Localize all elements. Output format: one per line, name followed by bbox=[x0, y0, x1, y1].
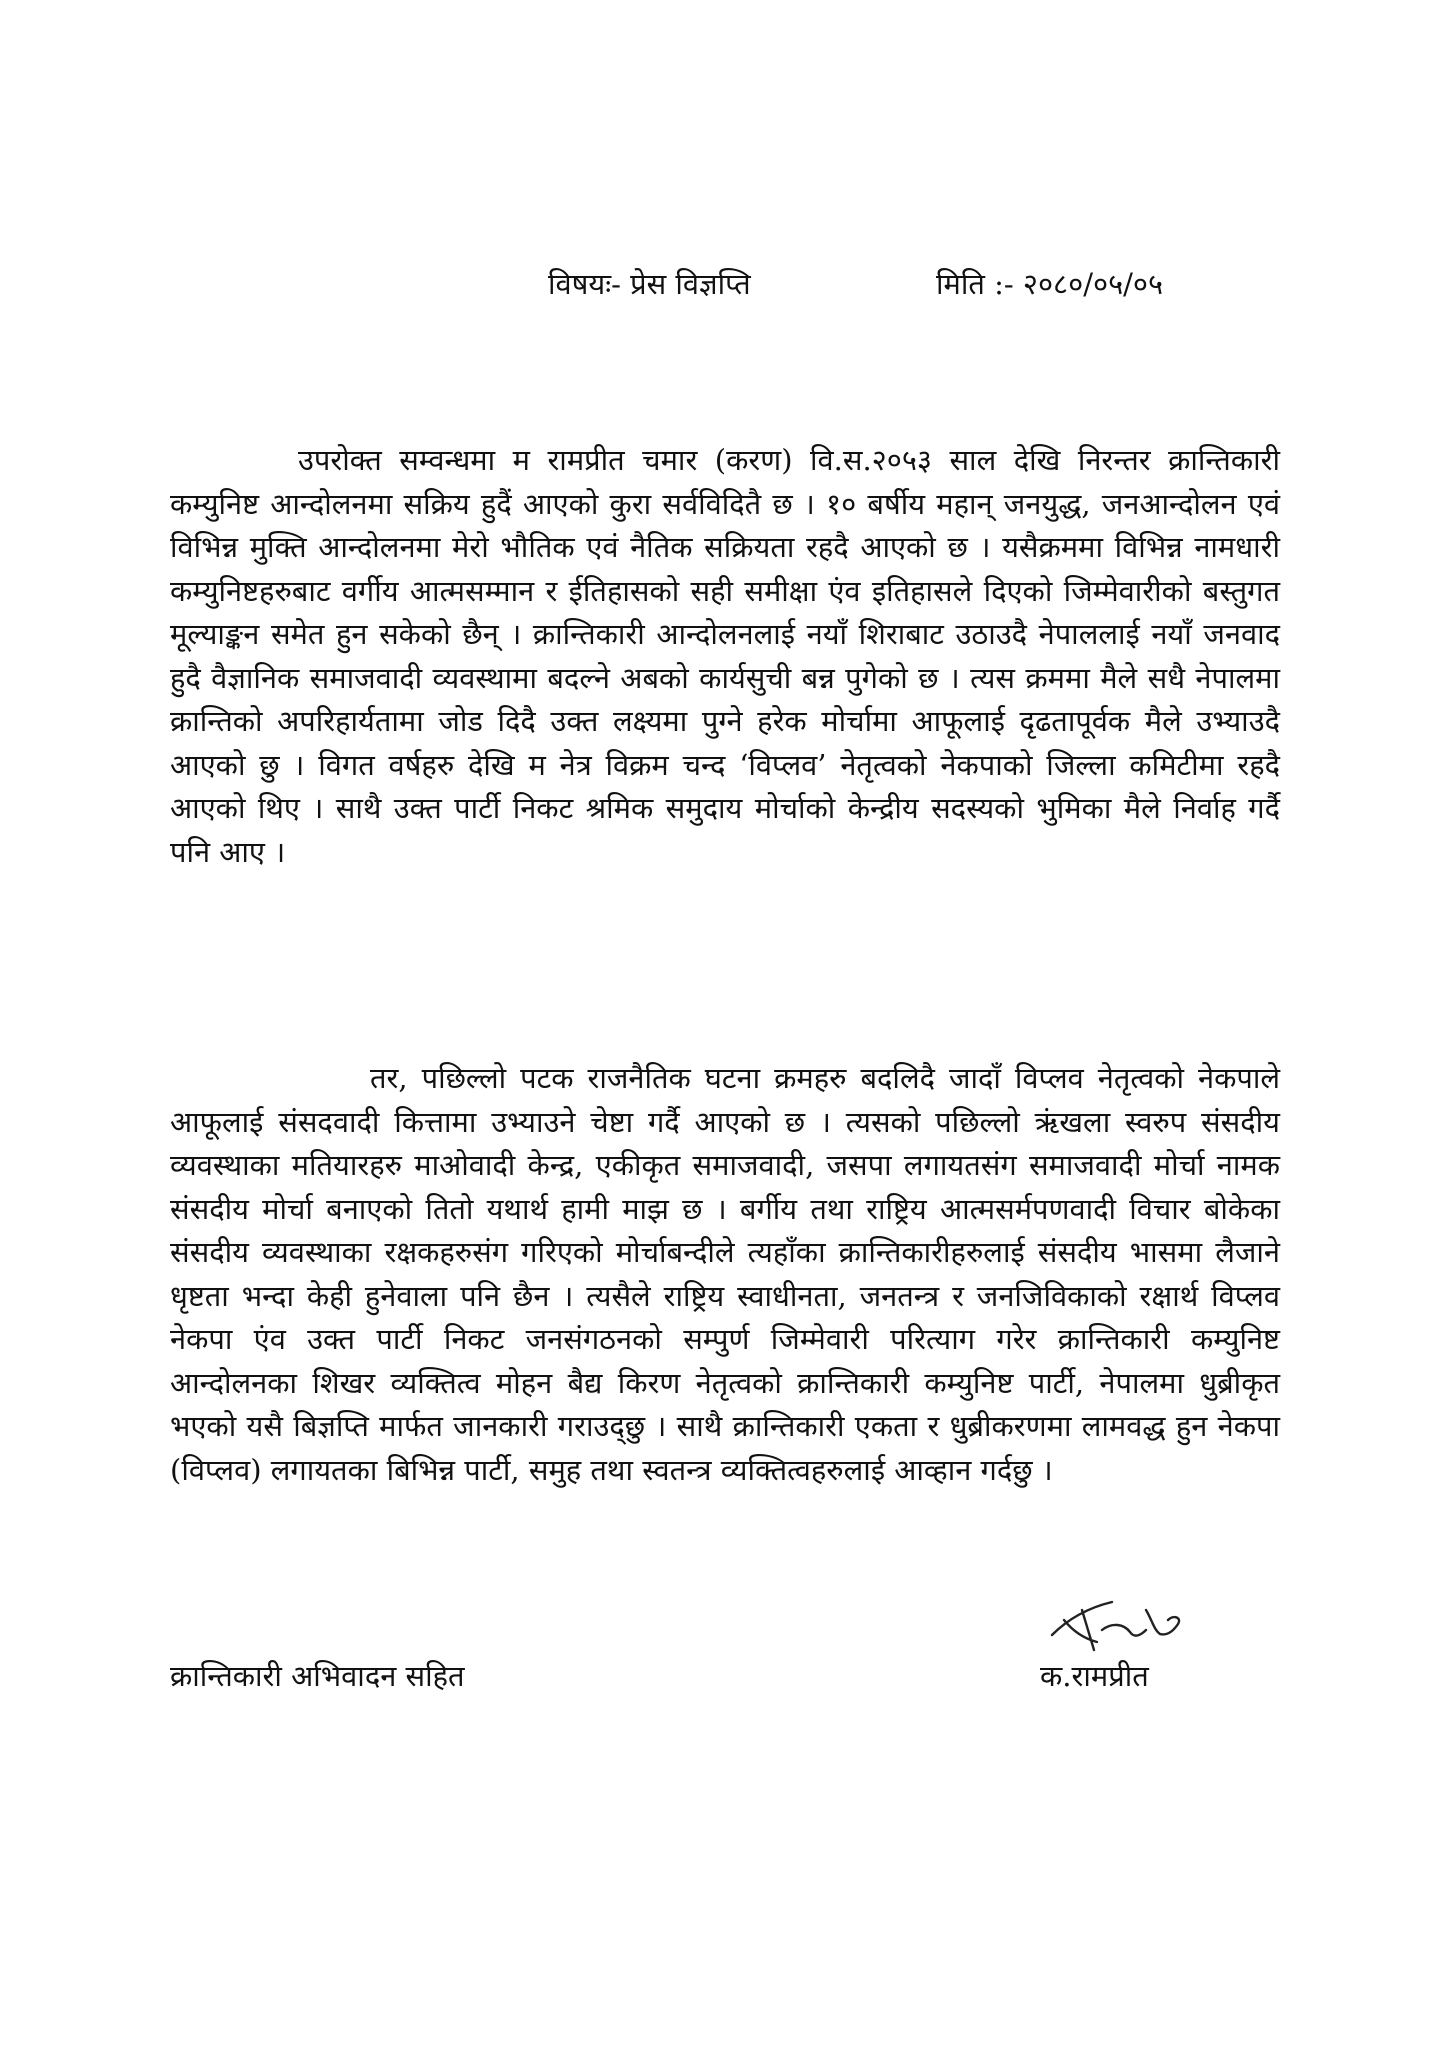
body-paragraph-2: तर, पछिल्लो पटक राजनैतिक घटना क्रमहरु बदलिदै जादाँ विप्लव नेतृत्वको नेकपाले आफूलाई संसदवादी कित्तामा उभ्याउने चेष्टा गर्दै आएको छ । त्यसको पछिल्लो ऋंखला स्वरुप संसदीय व्यवस्थाका मतियारहरु माओवादी केन्द्र, एकीकृत समाजवादी, जसपा लगायतसंग समाजवादी मोर्चा नामक संसदीय मोर्चा बनाएको तितो यथार्थ हामी माझ छ । बर्गीय तथा राष्ट्रिय आत्मसर्मपणवादी विचार बोकेका संसदीय व्यवस्थाका रक्षकहरुसंग गरिएको मोर्चाबन्दीले त्यहाँका क्रान्तिकारीहरुलाई संसदीय भासमा लैजाने धृष्टता भन्दा केही हुनेवाला पनि छैन । त्यसैले राष्ट्रिय स्वाधीनता, जनतन्त्र र जनजिविकाको रक्षार्थ विप्लव नेकपा एंव उक्त पार्टी निकट जनसंगठनको सम्पुर्ण जिम्मेवारी परित्याग गरेर क्रान्तिकारी कम्युनिष्ट आन्दोलनका शिखर व्यक्तित्व मोहन बैद्य किरण नेतृत्वको क्रान्तिकारी कम्युनिष्ट पार्टी, नेपालमा धुब्रीकृत भएको यसै बिज्ञप्ति मार्फत जानकारी गराउद्छु । साथै क्रान्तिकारी एकता र धुब्रीकरणमा लामवद्ध हुन नेकपा (विप्लव) लगायतका बिभिन्न पार्टी, समुह तथा स्वतन्त्र व्यक्तित्वहरुलाई आव्हान गर्दछु । bbox=[170, 1061, 1280, 1487]
body-paragraph-1: उपरोक्त सम्वन्धमा म रामप्रीत चमार (करण) वि.स.२०५३ साल देखि निरन्तर क्रान्तिकारी कम्युनिष्ट आन्दोलनमा सक्रिय हुदैं आएको कुरा सर्वविदितै छ । १० बर्षीय महान् जनयुद्ध, जनआन्दोलन एवं विभिन्न मुक्ति आन्दोलनमा मेरो भौतिक एवं नैतिक सक्रियता रहदै आएको छ । यसैक्रममा विभिन्न नामधारी कम्युनिष्टहरुबाट वर्गीय आत्मसम्मान र ईतिहासको सही समीक्षा एंव इतिहासले दिएको जिम्मेवारीको बस्तुगत मूल्याङ्कन समेत हुन सकेको छैन् । क्रान्तिकारी आन्दोलनलाई नयाँ शिराबाट उठाउदै नेपाललाई नयाँ जनवाद हुदै वैज्ञानिक समाजवादी व्यवस्थामा बदल्ने अबको कार्यसुची बन्न पुगेको छ । त्यस क्रममा मैले सधै नेपालमा क्रान्तिको अपरिहार्यतामा जोड दिदै उक्त लक्ष्यमा पुग्ने हरेक मोर्चामा आफूलाई दृढतापूर्वक मैले उभ्याउदै आएको छु । विगत वर्षहरु देखि म नेत्र विक्रम चन्द ‘विप्लव’ नेतृत्वको नेकपाको जिल्ला कमिटीमा रहदै आएको थिए । साथै उक्त पार्टी निकट श्रमिक समुदाय मोर्चाको केन्द्रीय सदस्यको भुमिका मैले निर्वाह गर्दै पनि आए । bbox=[170, 443, 1280, 869]
closing-salutation: क्रान्तिकारी अभिवादन सहित bbox=[170, 1659, 465, 1693]
date-line: मिति :- २०८०/०५/०५ bbox=[936, 267, 1164, 301]
document-header bbox=[0, 256, 1448, 306]
subject-line: विषयः- प्रेस विज्ञप्ति bbox=[548, 267, 751, 301]
handwritten-signature bbox=[1042, 1590, 1202, 1660]
signer-name: क.रामप्रीत bbox=[1040, 1659, 1149, 1693]
